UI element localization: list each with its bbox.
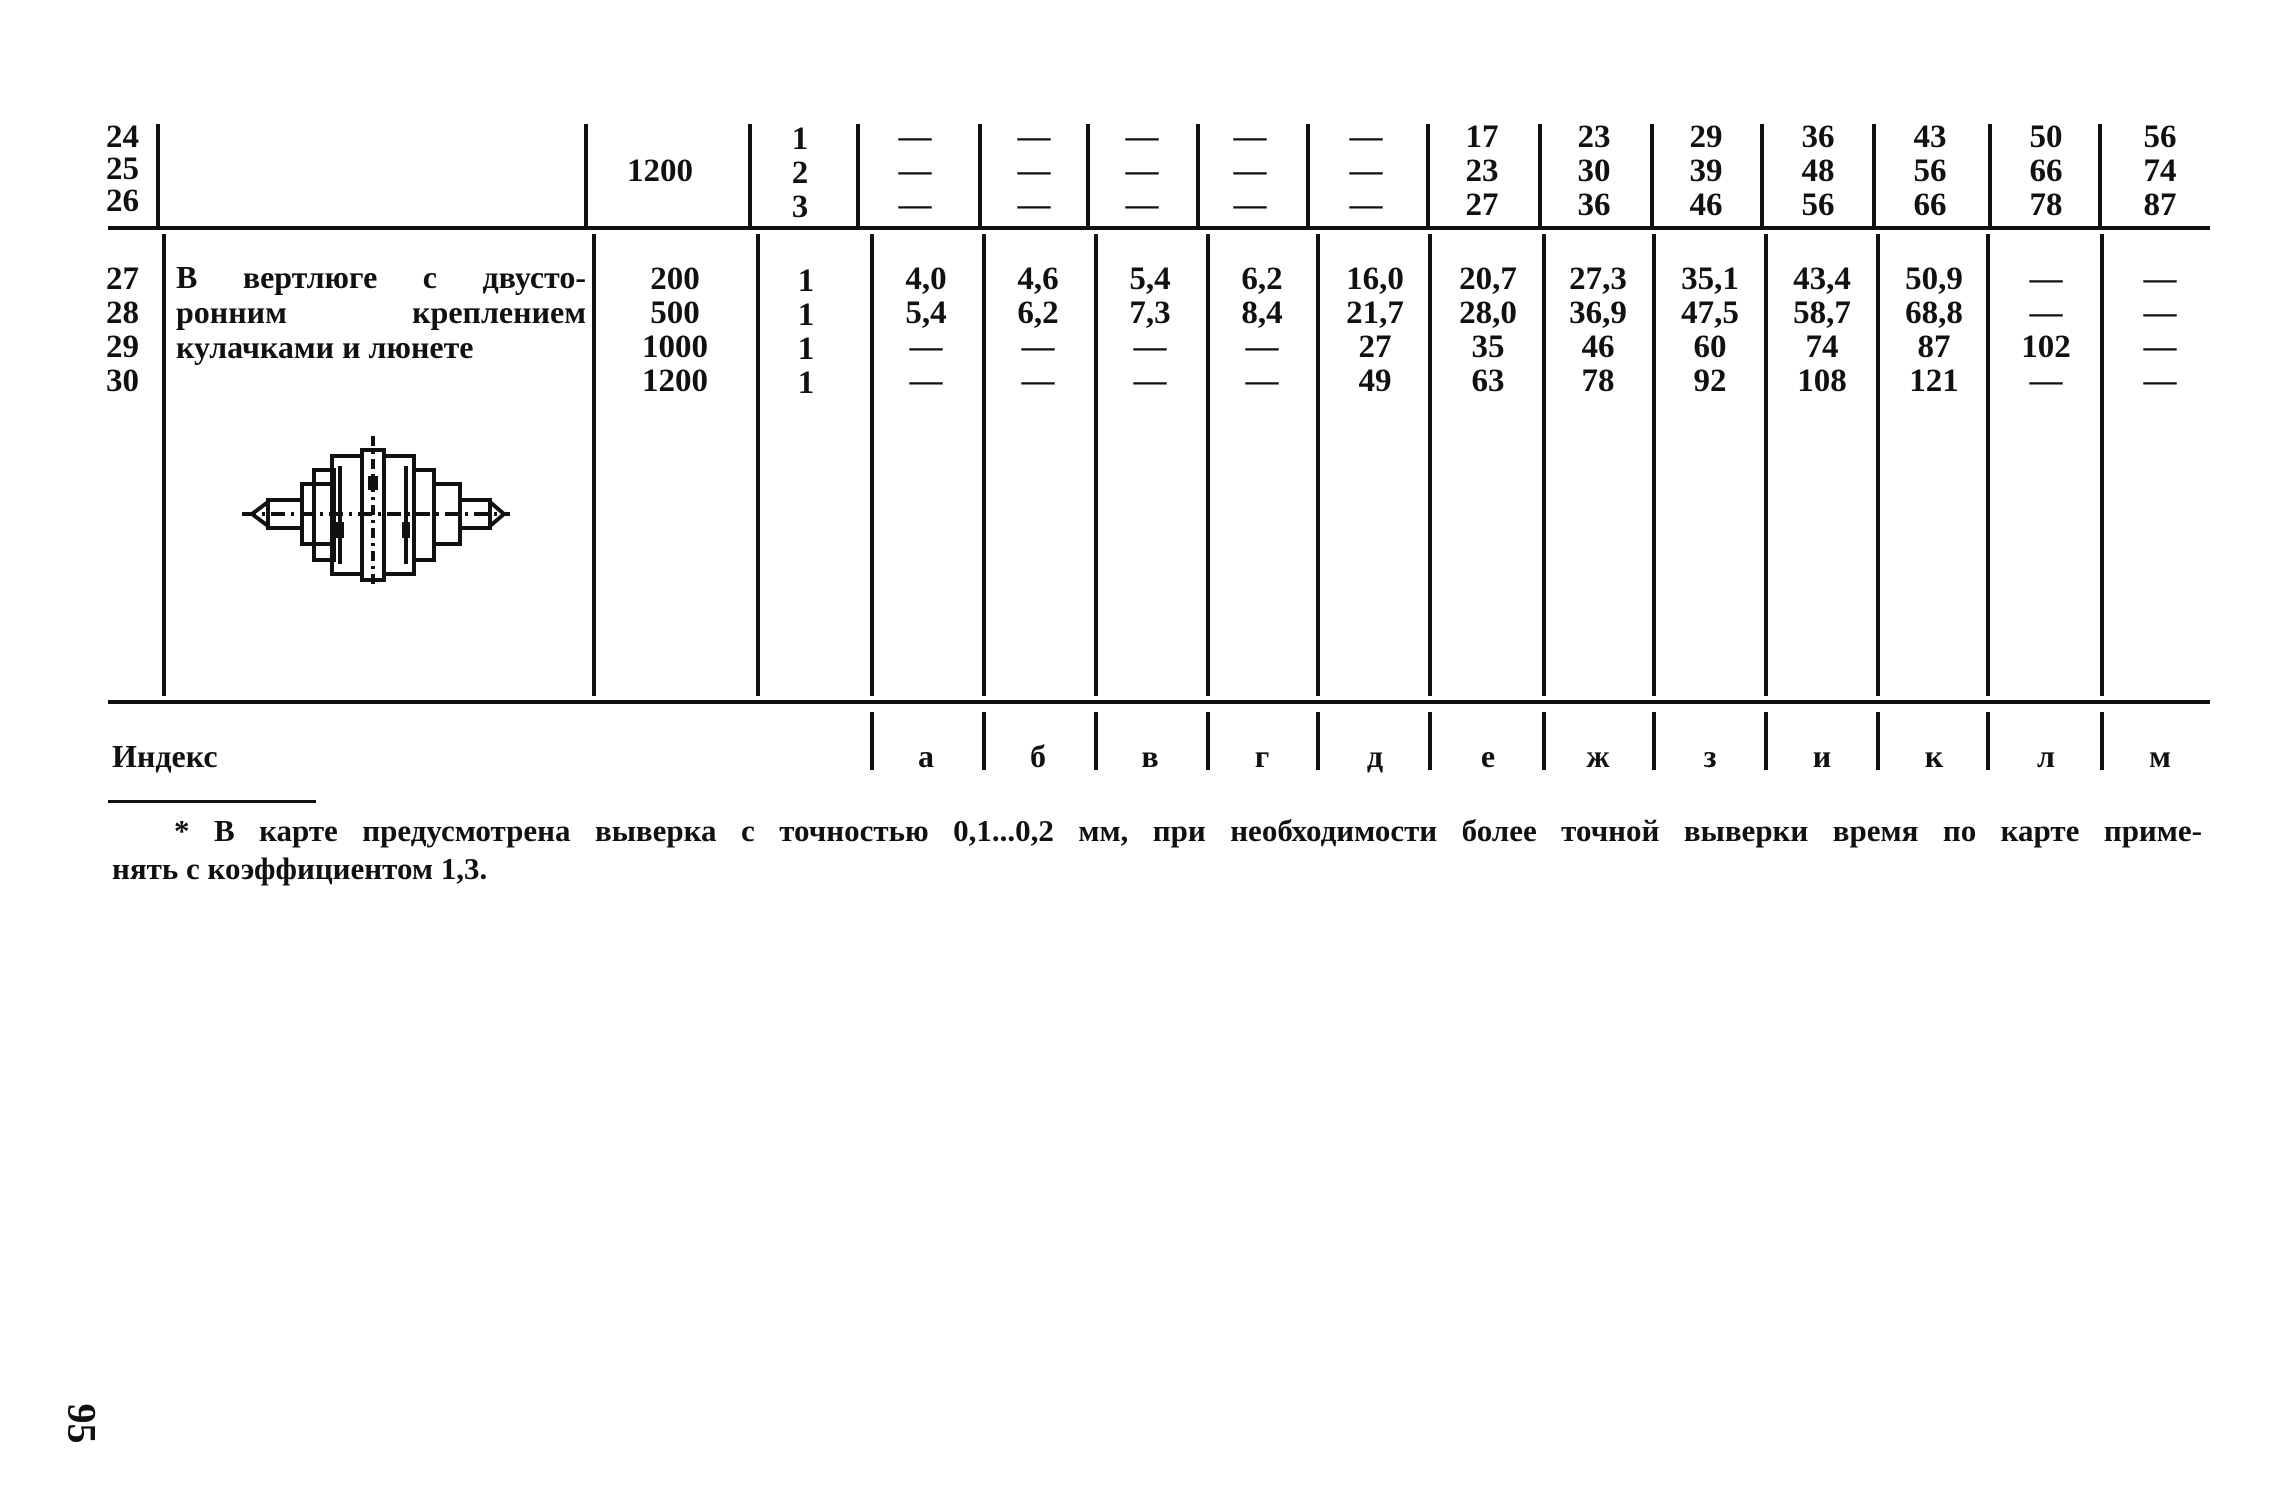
index-letter: е: [1480, 738, 1496, 774]
swivel-fixture-sketch: [240, 436, 520, 586]
footnote-line: нять с коэффициентом 1,3.: [112, 851, 488, 886]
index-letter: л: [2037, 738, 2055, 774]
time-value: 56: [1913, 153, 1947, 189]
time-value: —: [1233, 119, 1267, 155]
page-number: 95: [59, 1403, 105, 1444]
table-rule-upper: [108, 226, 2210, 230]
time-value: —: [1349, 187, 1383, 223]
time-value: —: [898, 119, 932, 155]
time-value: 5,4: [1129, 261, 1171, 297]
count-value: 1: [791, 121, 809, 157]
time-value: 74: [2143, 153, 2177, 189]
time-value: —: [2029, 295, 2063, 331]
column-divider: [748, 124, 752, 226]
time-value: 50,9: [1905, 261, 1963, 297]
index-letter: б: [1030, 738, 1046, 774]
time-value: —: [1017, 187, 1051, 223]
time-value: —: [1349, 153, 1383, 189]
time-value: 21,7: [1346, 295, 1404, 331]
time-value: 47,5: [1681, 295, 1739, 331]
count-value: 1: [797, 263, 815, 299]
time-value: 27: [1465, 187, 1499, 223]
time-value: —: [1017, 119, 1051, 155]
time-value: —: [909, 329, 943, 365]
time-value: —: [2143, 295, 2177, 331]
time-value: 49: [1358, 363, 1392, 399]
time-value: 43,4: [1793, 261, 1851, 297]
column-divider: [2100, 234, 2104, 696]
description-line: В вертлюге с двусто-: [176, 259, 586, 295]
time-value: —: [2029, 261, 2063, 297]
time-value: 8,4: [1241, 295, 1283, 331]
time-value: 87: [2143, 187, 2177, 223]
time-value: 6,2: [1017, 295, 1059, 331]
time-value: 66: [1913, 187, 1947, 223]
index-letter: в: [1141, 738, 1159, 774]
time-value: —: [1017, 153, 1051, 189]
time-value: 28,0: [1459, 295, 1517, 331]
time-value: 58,7: [1793, 295, 1851, 331]
time-value: —: [2029, 363, 2063, 399]
time-value: —: [2143, 329, 2177, 365]
time-value: —: [1125, 187, 1159, 223]
index-letter: ж: [1586, 738, 1610, 774]
time-value: 78: [1581, 363, 1615, 399]
column-divider: [1306, 124, 1310, 226]
length-value: 1200: [642, 363, 708, 399]
time-value: 102: [2021, 329, 2071, 365]
time-value: —: [1021, 363, 1055, 399]
length-value: 500: [650, 295, 700, 331]
time-value: —: [1245, 329, 1279, 365]
time-value: 16,0: [1346, 261, 1404, 297]
time-value: —: [1125, 119, 1159, 155]
count-value: 1: [797, 297, 815, 333]
index-label: Индекс: [112, 738, 218, 774]
time-value: 36: [1577, 187, 1611, 223]
index-letter: д: [1366, 738, 1384, 774]
time-value: 43: [1913, 119, 1947, 155]
index-letter: м: [2149, 738, 2171, 774]
row-number: 25: [106, 151, 139, 187]
time-value: 63: [1471, 363, 1505, 399]
time-value: 36: [1801, 119, 1835, 155]
footnote-line: * В карте предусмотрена выверка с точностью 0,1...0,2 мм, при необходимости более точной выверки время по карте приме-: [174, 813, 2202, 848]
time-value: —: [2143, 261, 2177, 297]
time-value: 23: [1577, 119, 1611, 155]
column-divider: [756, 234, 760, 696]
index-letter: к: [1924, 738, 1944, 774]
time-value: 6,2: [1241, 261, 1283, 297]
index-letter: з: [1703, 738, 1717, 774]
table-rule-lower: [108, 700, 2210, 704]
time-value: 30: [1577, 153, 1611, 189]
time-value: 66: [2029, 153, 2063, 189]
row-number: 26: [106, 183, 139, 219]
time-value: —: [898, 153, 932, 189]
count-value: 3: [791, 189, 809, 225]
time-value: —: [1349, 119, 1383, 155]
time-value: —: [1133, 363, 1167, 399]
time-value: 5,4: [905, 295, 947, 331]
description-line: ронним креплением: [176, 294, 586, 330]
index-letter: а: [918, 738, 934, 774]
time-value: —: [1233, 187, 1267, 223]
time-value: 29: [1689, 119, 1723, 155]
length-value: 1200: [627, 153, 693, 189]
time-value: 74: [1805, 329, 1839, 365]
time-value: 36,9: [1569, 295, 1627, 331]
time-value: 27: [1358, 329, 1392, 365]
column-divider: [584, 124, 588, 226]
time-value: 46: [1689, 187, 1723, 223]
row-number: 30: [106, 363, 139, 399]
footnote-rule: [108, 800, 316, 803]
time-value: 4,6: [1017, 261, 1059, 297]
time-value: 23: [1465, 153, 1499, 189]
time-value: —: [1133, 329, 1167, 365]
count-value: 1: [797, 365, 815, 401]
description-line: кулачками и люнете: [176, 329, 474, 365]
time-value: 56: [2143, 119, 2177, 155]
time-value: —: [1233, 153, 1267, 189]
footnote: [112, 812, 2202, 888]
time-value: —: [1125, 153, 1159, 189]
row-number: 28: [106, 295, 139, 331]
column-divider: [1316, 234, 1320, 696]
index-letter: г: [1254, 738, 1270, 774]
time-value: 7,3: [1129, 295, 1171, 331]
time-value: 56: [1801, 187, 1835, 223]
time-value: 20,7: [1459, 261, 1517, 297]
time-value: 60: [1693, 329, 1727, 365]
row-number: 24: [106, 119, 139, 155]
time-value: 17: [1465, 119, 1499, 155]
row-number: 27: [106, 261, 139, 297]
time-value: —: [898, 187, 932, 223]
time-value: 27,3: [1569, 261, 1627, 297]
column-divider: [162, 234, 166, 696]
time-value: 121: [1909, 363, 1959, 399]
length-value: 200: [650, 261, 700, 297]
time-value: —: [2143, 363, 2177, 399]
time-value: 35,1: [1681, 261, 1739, 297]
time-value: 68,8: [1905, 295, 1963, 331]
time-value: 50: [2029, 119, 2063, 155]
index-letter: и: [1812, 738, 1832, 774]
row-number: 29: [106, 329, 139, 365]
time-value: 78: [2029, 187, 2063, 223]
count-value: 2: [791, 155, 809, 191]
time-value: 87: [1917, 329, 1951, 365]
time-value: 48: [1801, 153, 1835, 189]
operation-description: [176, 260, 586, 365]
column-divider: [856, 124, 860, 226]
time-value: 108: [1797, 363, 1847, 399]
time-value: —: [909, 363, 943, 399]
time-value: 46: [1581, 329, 1615, 365]
length-value: 1000: [642, 329, 708, 365]
time-value: —: [1021, 329, 1055, 365]
time-value: 4,0: [905, 261, 947, 297]
time-value: 39: [1689, 153, 1723, 189]
time-value: 35: [1471, 329, 1505, 365]
count-value: 1: [797, 331, 815, 367]
time-value: 92: [1693, 363, 1727, 399]
column-divider: [592, 234, 596, 696]
time-value: —: [1245, 363, 1279, 399]
column-divider: [156, 124, 160, 226]
